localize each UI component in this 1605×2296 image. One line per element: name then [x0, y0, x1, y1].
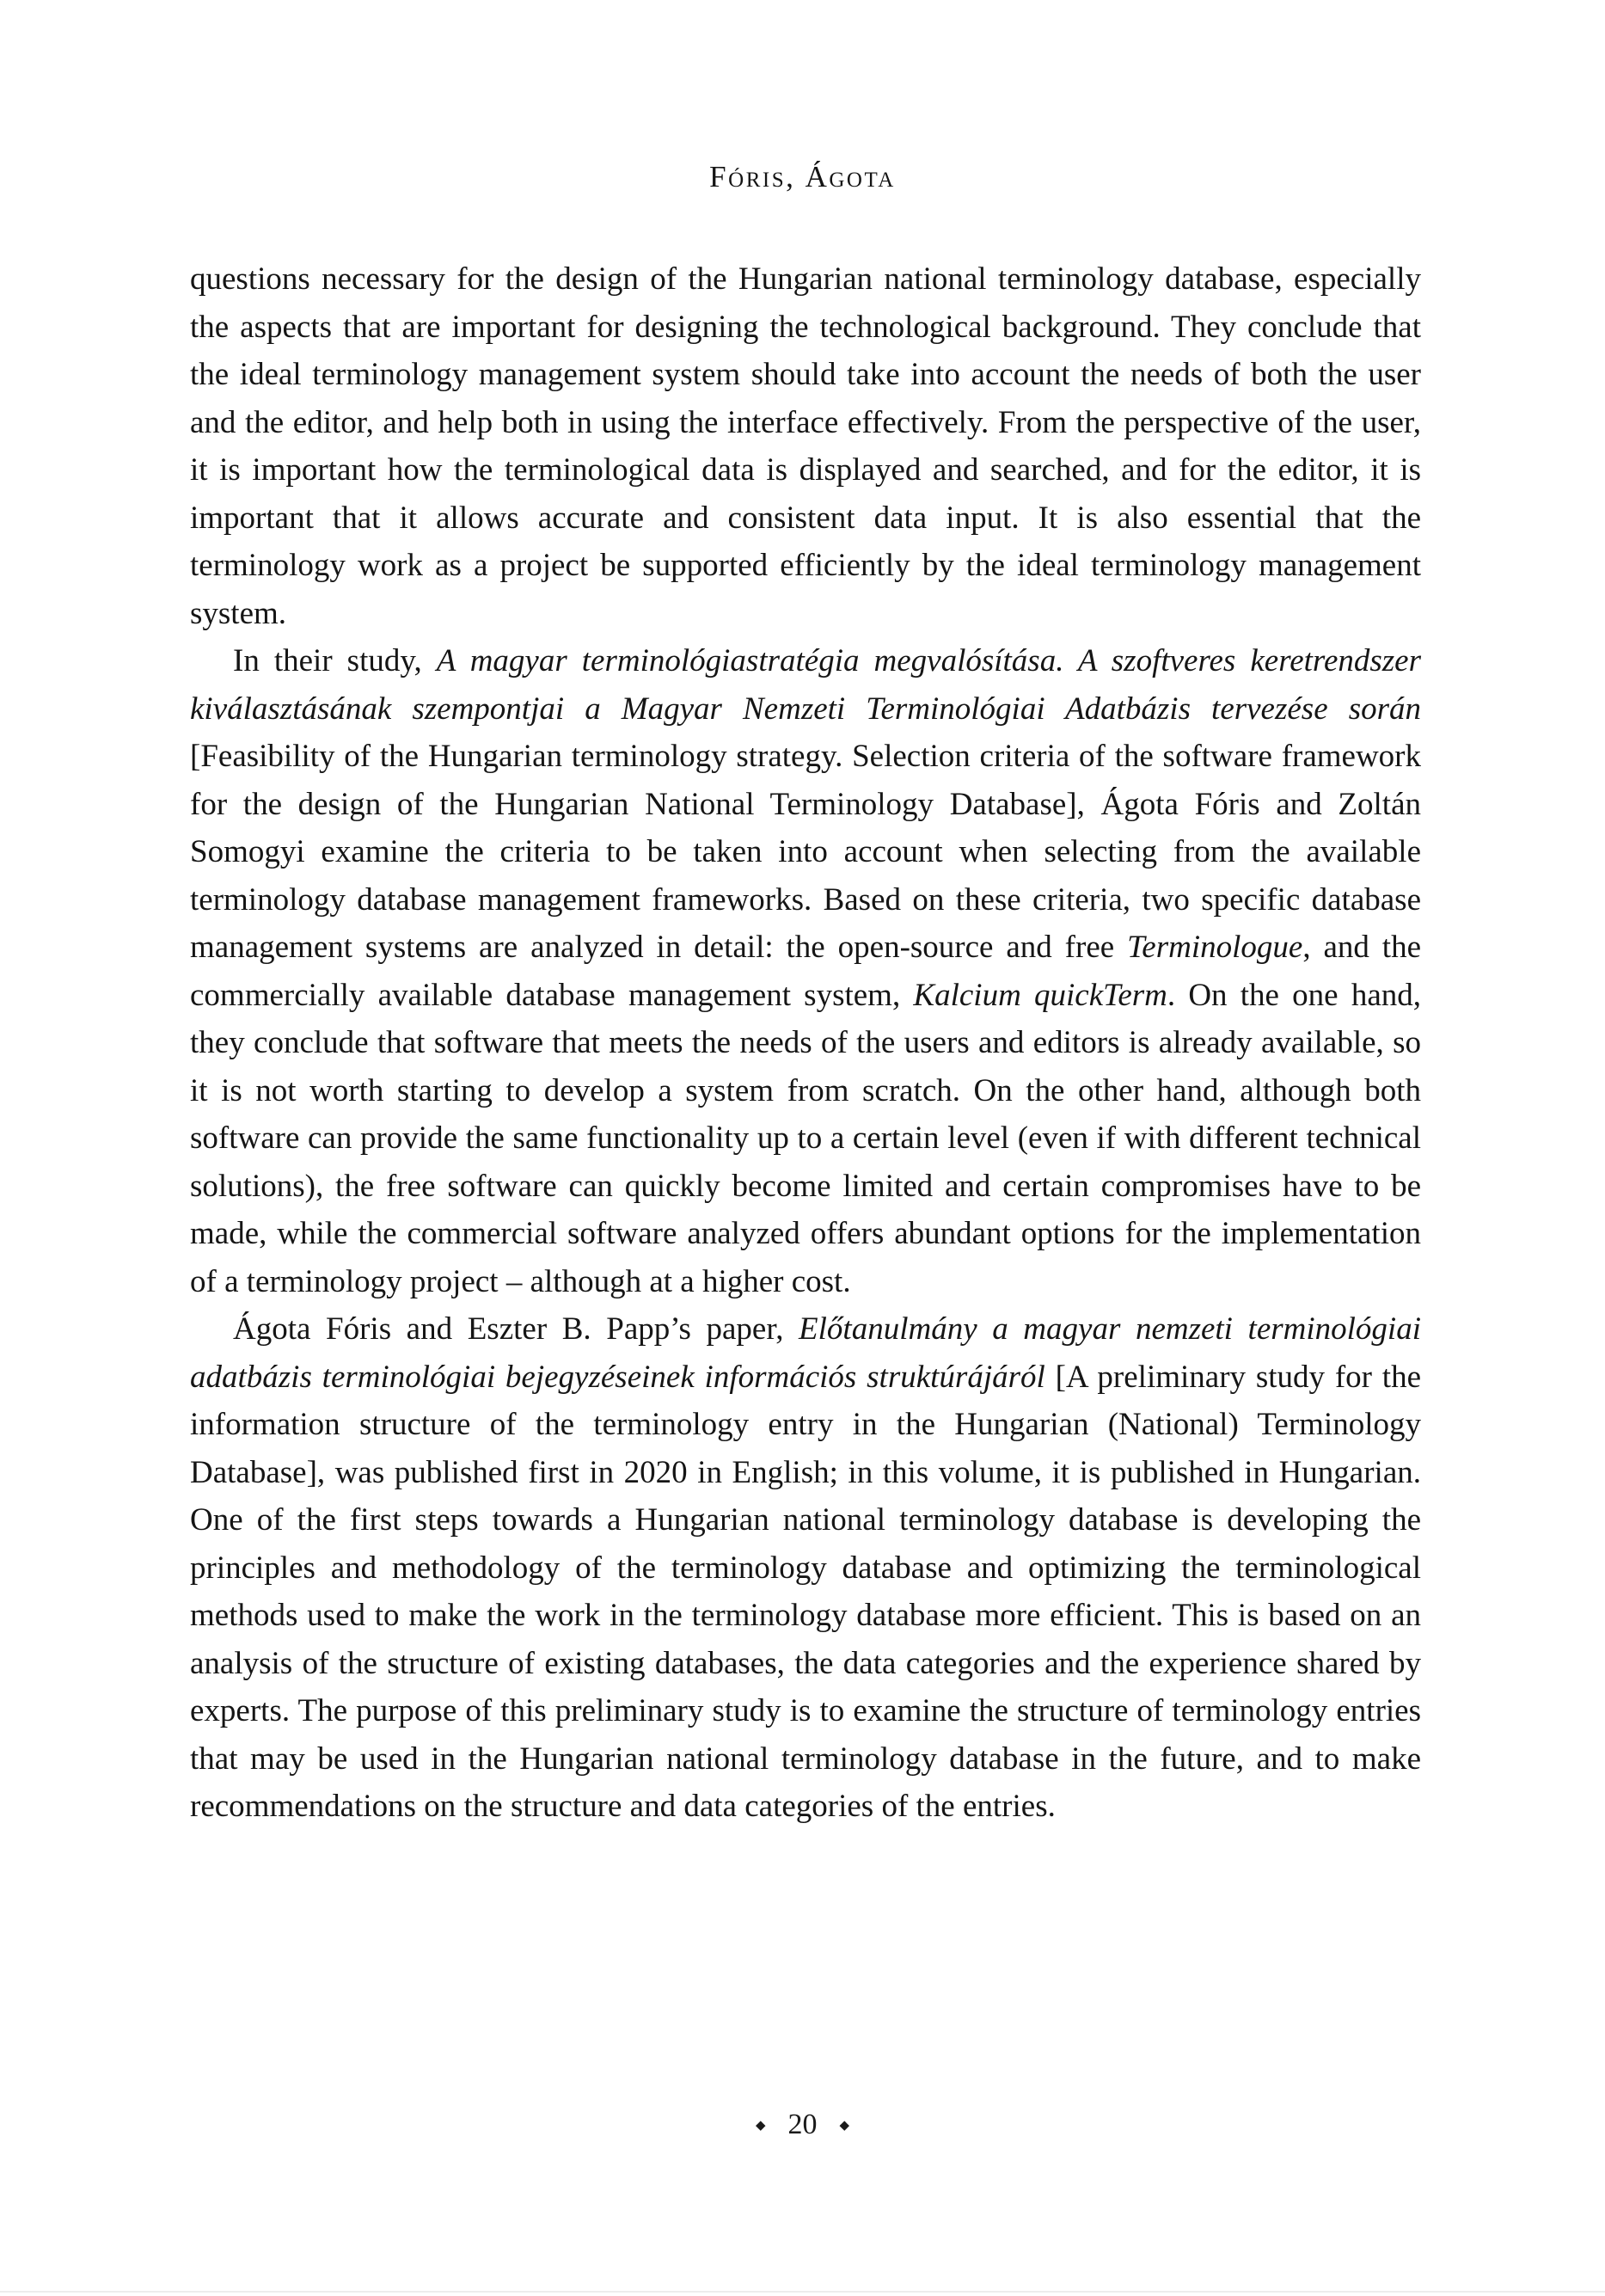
page-number: 20 — [787, 2109, 818, 2140]
text-run: . On the one hand, they conclude that software that meets the needs of the users and editors is already available, so it is not worth starting to develop a system from scratch. On the other hand, although both software can provide the same functionality up to a certain level (even if with different technical solutions), the free software can quickly become limited and certain compromises have to be made, while the commercial software analyzed offers abundant options for the implementation of a terminology project – although at a higher cost. — [190, 977, 1421, 1299]
italic-text-run: Kalcium quickTerm — [913, 977, 1167, 1013]
paragraph — [190, 637, 1421, 1305]
page-footer — [0, 2109, 1605, 2141]
text-run: [A preliminary study for the information structure of the terminology entry in the Hungarian (National) Terminology Database], was published first in 2020 in English; in this volume, it is published in Hungarian. One of the first steps towards a Hungarian national terminology database is developing the principles and methodology of the terminology database and optimizing the terminological methods used to make the work in the terminology database more efficient. This is based on an analysis of the structure of existing databases, the data categories and the experience shared by experts. The purpose of this preliminary study is to examine the structure of terminology entries that may be used in the Hungarian national terminology database in the future, and to make recommendations on the structure and data categories of the entries. — [190, 1359, 1421, 1824]
diamond-bullet-icon: ◆ — [839, 2116, 850, 2133]
running-header: Fóris, Ágota — [709, 160, 896, 193]
text-run: , and the commercially available database management system, — [190, 930, 1422, 1013]
paragraph — [190, 255, 1421, 637]
page-bottom-edge — [0, 2291, 1605, 2293]
text-run: In their study, — [233, 643, 437, 678]
italic-text-run: A magyar terminológiastratégia megvalósítása. A szoftveres keretrendszer kiválasztásának szempontjai a Magyar Nemzeti Terminológiai Adatbázis tervezése során — [190, 643, 1421, 727]
diamond-bullet-icon: ◆ — [755, 2116, 766, 2133]
text-run: Ágota Fóris and Eszter B. Papp’s paper, — [233, 1311, 799, 1347]
italic-text-run: Terminologue — [1127, 930, 1303, 965]
text-run: [Feasibility of the Hungarian terminology strategy. Selection criteria of the software framework for the design of the Hungarian National Terminology Database], Ágota Fóris and Zoltán Somogyi examine the criteria to be taken into account when selecting from the available terminology database management frameworks. Based on these criteria, two specific database management systems are analyzed in detail: the open-source and free — [190, 739, 1421, 965]
body-text — [190, 255, 1421, 1831]
text-run: questions necessary for the design of the Hungarian national terminology database, especially the aspects that are important for designing the technological background. They conclude that the ideal terminology management system should take into account the needs of both the user and the editor, and help both in using the interface effectively. From the perspective of the user, it is important how the terminological data is displayed and searched, and for the editor, it is important that it allows accurate and consistent data input. It is also essential that the terminology work as a project be supported efficiently by the ideal terminology management system. — [190, 261, 1421, 631]
italic-text-run: Előtanulmány a magyar nemzeti terminológiai adatbázis terminológiai bejegyzéseinek információs struktúrájáról — [190, 1311, 1421, 1395]
paragraph — [190, 1305, 1421, 1831]
